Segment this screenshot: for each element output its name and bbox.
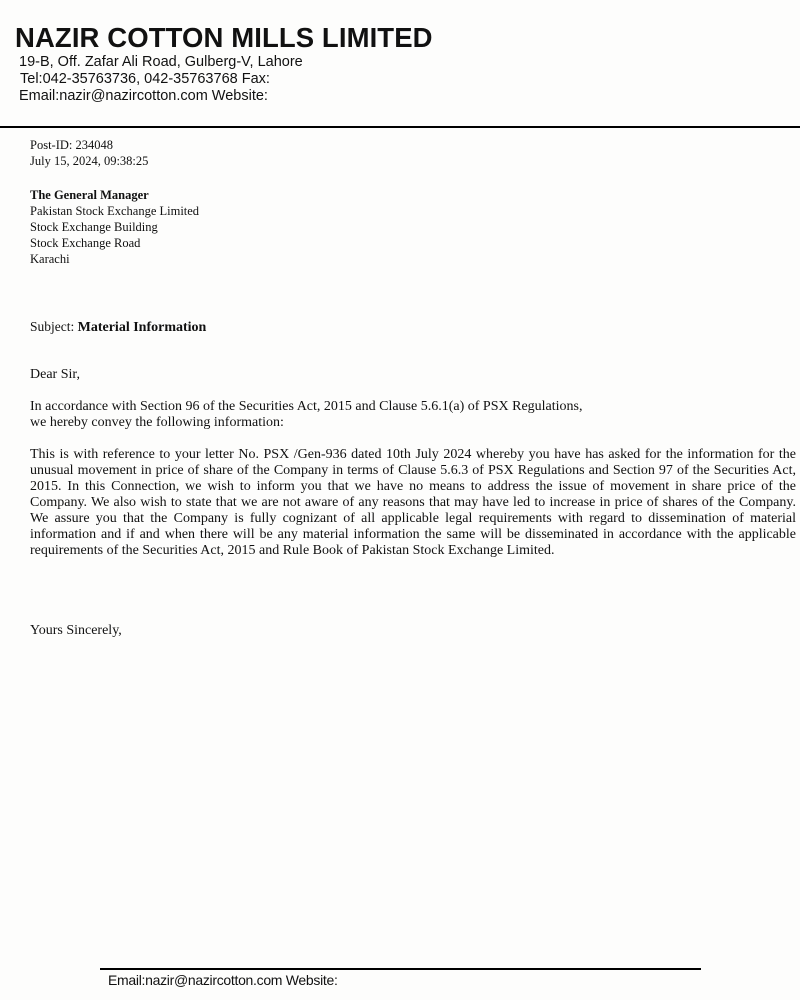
footer-email: Email:nazir@nazircotton.com Website: bbox=[108, 972, 338, 988]
intro-paragraph bbox=[30, 399, 796, 431]
addressee-line: Karachi bbox=[30, 252, 70, 266]
post-datetime: July 15, 2024, 09:38:25 bbox=[30, 154, 149, 168]
header-divider bbox=[0, 126, 800, 128]
main-paragraph: This is with reference to your letter No. PSX /Gen-936 dated 10th July 2024 whereby you have has asked for the information for the unusual movement in price of share of the Company in terms of Clause 5.6.3 of PSX Regulations and Section 97 of the Securities Act, 2015. In this Connection, we wish to inform you that we have no means to address the issue of movement in share price of the Company. We also wish to state that we are not aware of any reasons that may have led to increase in price of shares of the Company. We assure you that the Company is fully cognizant of all applicable legal requirements with regard to dissemination of material information and if and when there will be any material information the same will be disseminated in accordance with the applicable requirements of the Securities Act, 2015 and Rule Book of Pakistan Stock Exchange Limited. bbox=[30, 447, 796, 558]
company-email: Email:nazir@nazircotton.com Website: bbox=[19, 88, 268, 104]
addressee-line: Stock Exchange Road bbox=[30, 236, 141, 250]
company-address: 19-B, Off. Zafar Ali Road, Gulberg-V, Lahore bbox=[19, 54, 303, 70]
footer-divider bbox=[100, 968, 701, 970]
post-id: Post-ID: 234048 bbox=[30, 138, 113, 152]
closing: Yours Sincerely, bbox=[30, 623, 122, 638]
subject-line bbox=[30, 318, 206, 337]
addressee-line: Stock Exchange Building bbox=[30, 220, 158, 234]
salutation: Dear Sir, bbox=[30, 367, 80, 382]
company-phone: Tel:042-35763736, 042-35763768 Fax: bbox=[20, 71, 270, 87]
subject-value: Material Information bbox=[77, 320, 207, 335]
addressee-block bbox=[30, 187, 199, 267]
subject-label: Subject: bbox=[30, 319, 75, 334]
addressee-title: The General Manager bbox=[30, 188, 149, 202]
company-name: NAZIR COTTON MILLS LIMITED bbox=[15, 22, 433, 53]
intro-line: we hereby convey the following information: bbox=[30, 415, 284, 430]
addressee-line: Pakistan Stock Exchange Limited bbox=[30, 204, 200, 218]
intro-line: In accordance with Section 96 of the Securities Act, 2015 and Clause 5.6.1(a) of PSX Regulations, bbox=[30, 399, 583, 414]
